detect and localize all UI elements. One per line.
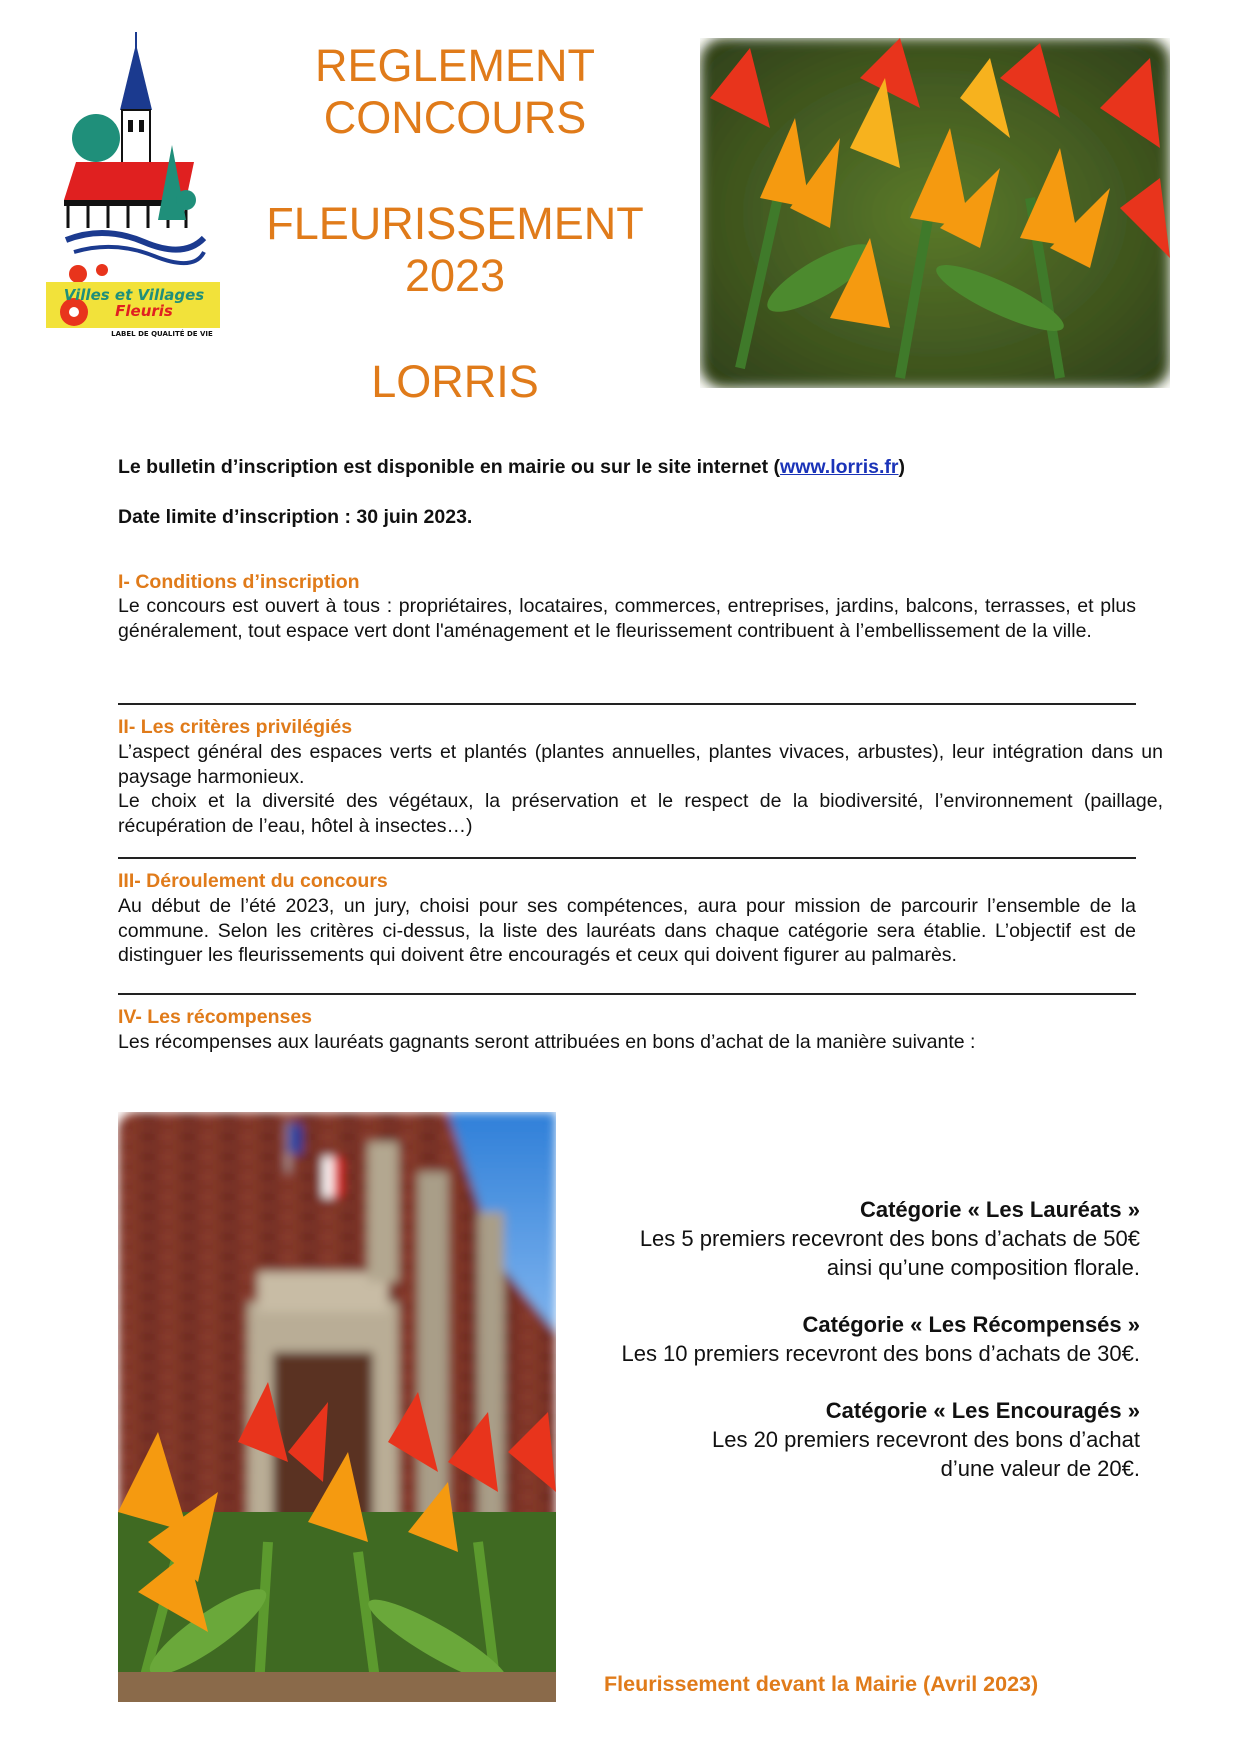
title-fleurissement: FLEURISSEMENT xyxy=(266,198,644,249)
registration-deadline: Date limite d’inscription : 30 juin 2023. xyxy=(118,506,473,528)
section-3-body: Au début de l’été 2023, un jury, choisi pour ses compétences, aura pour mission de parcourir l’ensemble de la commune. Selon les critères ci-dessus, la liste des lauréats dans chaque catégorie sera établie. L’objectif est de distinguer les fleurissements qui doivent être encouragés et ceux qui doivent figurer au palmarès. xyxy=(118,895,1136,966)
category-encourages-title: Catégorie « Les Encouragés » xyxy=(825,1398,1140,1423)
section-4-heading: IV- Les récompenses xyxy=(118,1006,313,1028)
logo-text-line3: LABEL DE QUALITÉ DE VIE xyxy=(111,330,213,338)
category-laureats-line2: ainsi qu’une composition florale. xyxy=(826,1255,1140,1280)
section-1-heading: I- Conditions d’inscription xyxy=(118,571,360,593)
category-laureats-title: Catégorie « Les Lauréats » xyxy=(859,1197,1140,1222)
section-2-heading: II- Les critères privilégiés xyxy=(118,716,353,738)
tulips-photo xyxy=(700,38,1170,388)
category-recompenses xyxy=(540,1310,1140,1368)
section-2-body-1: L’aspect général des espaces verts et plantés (plantes annuelles, plantes vivaces, arbustes), leur intégration dans un paysage harmonieux. xyxy=(118,741,1163,788)
logo-text-line2: Fleuris xyxy=(115,302,173,320)
town-hall-photo xyxy=(118,1112,556,1702)
villes-villages-fleuris-logo xyxy=(44,30,224,340)
title-year: 2023 xyxy=(404,250,506,301)
category-encourages-line1: Les 20 premiers recevront des bons d’achat xyxy=(711,1427,1140,1452)
section-3-heading: III- Déroulement du concours xyxy=(118,870,388,892)
section-divider xyxy=(118,857,1136,859)
section-divider xyxy=(118,993,1136,995)
section-divider xyxy=(118,703,1136,705)
category-recompenses-line1: Les 10 premiers recevront des bons d’achats de 30€. xyxy=(621,1341,1140,1366)
section-1-body: Le concours est ouvert à tous : propriétaires, locataires, commerces, entreprises, jardins, balcons, terrasses, et plus généralement, tout espace vert dont l'aménagement et le fleurissement contribuent à l’embellissement de la ville. xyxy=(118,595,1136,642)
title-reglement: REGLEMENT xyxy=(314,40,596,91)
category-encourages-line2: d’une valeur de 20€. xyxy=(940,1456,1140,1481)
bulletin-info xyxy=(118,455,1163,480)
category-laureats-line1: Les 5 premiers recevront des bons d’achats de 50€ xyxy=(639,1226,1140,1251)
bulletin-suffix: ) xyxy=(898,456,905,478)
title-lorris: LORRIS xyxy=(371,356,539,407)
section-2-body-2: Le choix et la diversité des végétaux, la préservation et le respect de la biodiversité, l’environnement (paillage, récupération de l’eau, hôtel à insectes…) xyxy=(118,790,1163,837)
logo-text-line1: Villes et Villages xyxy=(63,286,205,304)
category-laureats xyxy=(540,1195,1140,1282)
photo-caption: Fleurissement devant la Mairie (Avril 2023) xyxy=(604,1672,1039,1696)
category-recompenses-title: Catégorie « Les Récompensés » xyxy=(802,1312,1140,1337)
bulletin-prefix: Le bulletin d’inscription est disponible en mairie ou sur le site internet ( xyxy=(118,456,781,478)
lorris-website-link[interactable]: www.lorris.fr xyxy=(780,456,899,478)
title-concours: CONCOURS xyxy=(323,92,587,143)
category-encourages xyxy=(540,1396,1140,1483)
section-4-body: Les récompenses aux lauréats gagnants seront attribuées en bons d’achat de la manière suivante : xyxy=(118,1031,976,1053)
